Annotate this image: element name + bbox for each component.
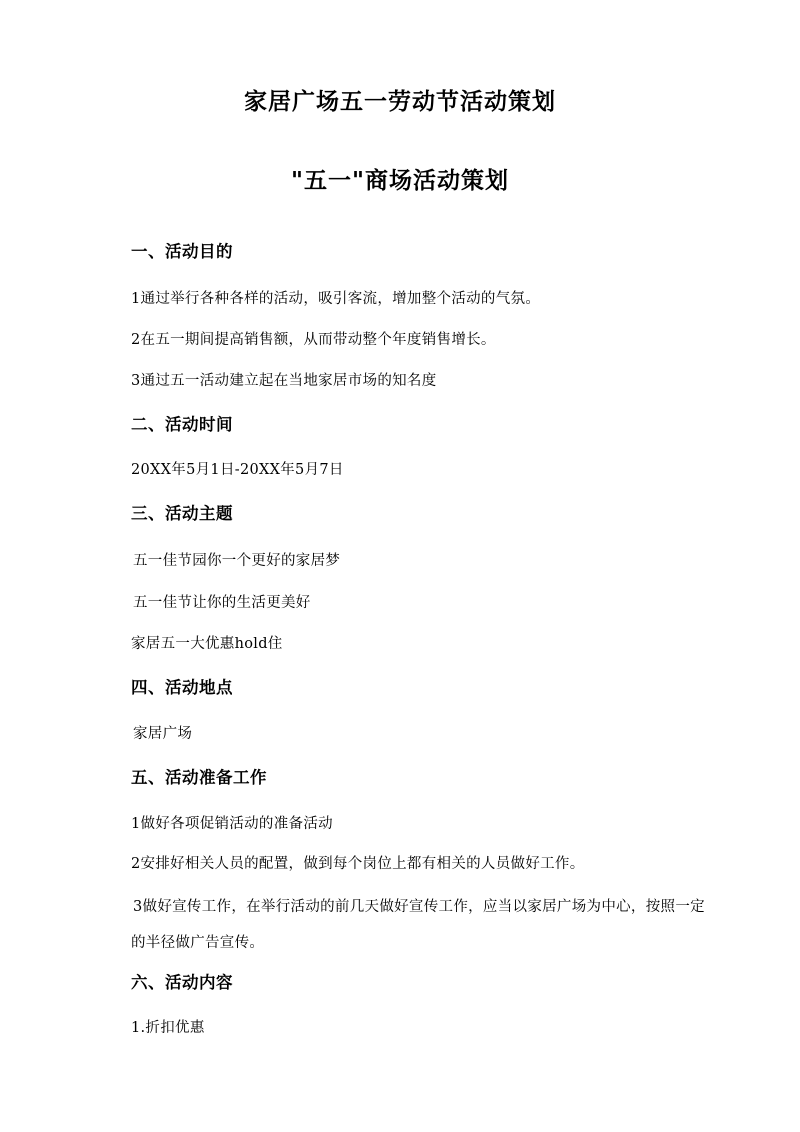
paragraph: 五一佳节让你的生活更美好	[133, 595, 311, 611]
paragraph: 2安排好相关人员的配置，做到每个岗位上都有相关的人员做好工作。	[131, 856, 585, 872]
paragraph: 2在五一期间提高销售额，从而带动整个年度销售增长。	[131, 332, 496, 348]
section-heading-content: 六、活动内容	[131, 973, 233, 992]
section-heading-time: 二、活动时间	[131, 415, 233, 434]
paragraph: 家居五一大优惠hold住	[131, 636, 283, 652]
paragraph: 家居广场	[133, 726, 193, 742]
document-title: 家居广场五一劳动节活动策划	[244, 89, 556, 115]
paragraph: 五一佳节园你一个更好的家居梦	[133, 553, 341, 569]
paragraph: 3通过五一活动建立起在当地家居市场的知名度	[131, 373, 437, 389]
paragraph: 1通过举行各种各样的活动，吸引客流，增加整个活动的气氛。	[131, 291, 541, 307]
section-heading-location: 四、活动地点	[131, 678, 233, 697]
paragraph: 1做好各项促销活动的准备活动	[131, 816, 333, 832]
document-subtitle: "五一"商场活动策划	[291, 168, 509, 194]
section-heading-preparation: 五、活动准备工作	[131, 768, 267, 787]
paragraph: 3做好宣传工作，在举行活动的前几天做好宣传工作，应当以家居广场为中心，按照一定的半径做广告宣传。	[131, 899, 705, 951]
section-heading-purpose: 一、活动目的	[131, 242, 233, 261]
paragraph: 1.折扣优惠	[131, 1020, 205, 1036]
section-heading-theme: 三、活动主题	[131, 504, 233, 523]
paragraph: 20XX年5月1日-20XX年5月7日	[131, 462, 344, 478]
